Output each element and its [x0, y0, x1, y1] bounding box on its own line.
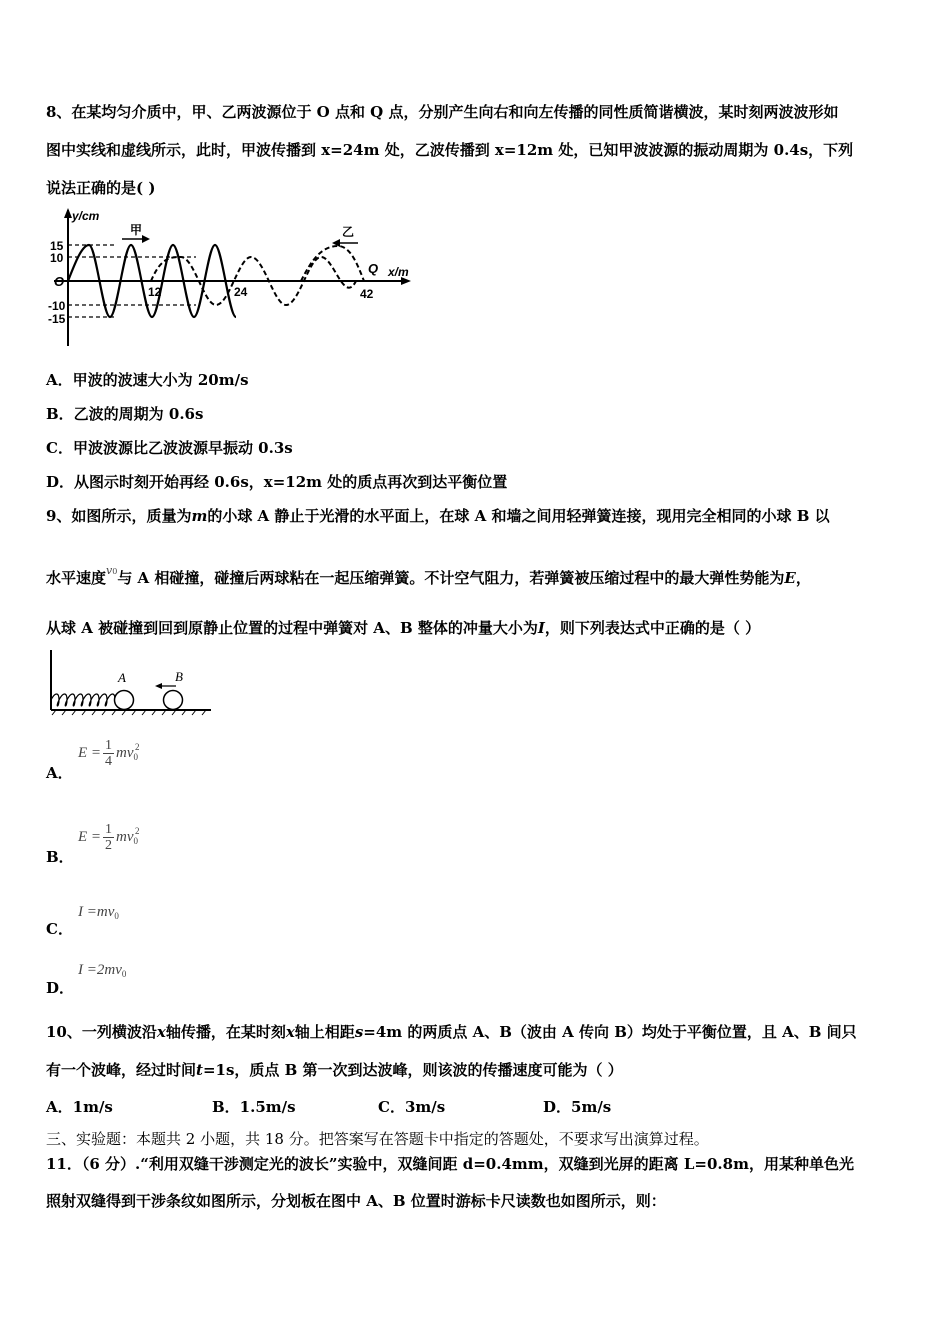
- label-ball-a: A: [118, 670, 126, 685]
- ball-a: [115, 691, 134, 710]
- q9-option-b-label: B．: [46, 848, 74, 866]
- q11-text-line2: 照射双缝得到干涉条纹如图所示，分划板在图中 A、B 位置时游标卡尺读数也如图所示，则：: [46, 1192, 666, 1210]
- spring-ball-figure: [46, 648, 214, 718]
- q9-option-d-label: D．: [46, 979, 75, 997]
- y-tick-neg15: -15: [48, 312, 66, 326]
- y-tick-neg10: -10: [48, 299, 66, 313]
- wave-yi-front: [301, 246, 364, 281]
- y-tick-10: 10: [50, 251, 64, 265]
- velocity-arrow-head: [155, 683, 162, 689]
- y-tick-15: 15: [50, 239, 64, 253]
- q9-text-line2: [46, 564, 811, 591]
- q9-line3-a: 从球 A 被碰撞到回到原静止位置的过程中弹簧对 A、B 整体的冲量大小为: [46, 619, 538, 637]
- q8-text-line2: 图中实线和虚线所示，此时，甲波传播到 x=24m 处，乙波传播到 x=12m 处，已知甲波波源的振动周期为 0.4s，下列: [46, 141, 854, 159]
- q9-impulse-var: I: [537, 619, 545, 637]
- label-yi: 乙: [342, 225, 355, 239]
- q10-x-var-2: x: [285, 1023, 295, 1041]
- q9-option-a-formula: E = $\frac{1}{4}$ $mv_0^2$: [78, 738, 140, 769]
- q9-line1-a: 9、如图所示，质量为: [46, 507, 192, 525]
- ball-b: [164, 691, 183, 710]
- y-axis-label: y/cm: [72, 209, 100, 223]
- q9-line1-b: 的小球 A 静止于光滑的水平面上，在球 A 和墙之间用轻弹簧连接，现用完全相同的小球 B 以: [207, 507, 830, 525]
- label-ball-b: B: [175, 669, 183, 684]
- section-3-heading: 三、实验题：本题共 2 小题，共 18 分。把答案写在答题卡中指定的答题处，不要求写出演算过程。: [46, 1130, 709, 1148]
- q10-choice-d: D．5m/s: [543, 1098, 612, 1116]
- q8-option-a: A．甲波的波速大小为 20m/s: [46, 371, 249, 389]
- q10-text-line2: 有一个波峰，经过时间t=1s，质点 B 第一次到达波峰，则该波的传播速度可能为（ ）: [46, 1061, 623, 1079]
- label-jia: 甲: [130, 223, 143, 237]
- q11-text-line1: 11．（6 分）.“利用双缝干涉测定光的波长”实验中，双缝间距 d=0.4mm，双缝到光屏的距离 L=0.8m，用某种单色光: [46, 1155, 854, 1173]
- label-q: Q: [368, 261, 379, 276]
- y-axis-arrow: [64, 208, 72, 218]
- q9-mass-var: m: [191, 507, 208, 525]
- q10-choice-a: A．1m/s: [46, 1098, 113, 1116]
- q9-option-c-label: C．: [46, 920, 73, 938]
- x-tick-24: 24: [234, 285, 248, 299]
- q9-line2-a: 水平速度: [46, 569, 107, 587]
- q9-v0-symbol: v0: [106, 564, 118, 577]
- q9-option-c-formula: $I =mv_0$: [78, 904, 119, 921]
- q10-choice-c: C．3m/s: [378, 1098, 446, 1116]
- wave-graph: [46, 206, 416, 351]
- q10-text-line1: 10、一列横波沿x轴传播，在某时刻x轴上相距s=4m 的两质点 A、B（波由 A 传向 B）均处于平衡位置，且 A、B 间只: [46, 1023, 857, 1041]
- q8-option-d: D．从图示时刻开始再经 0.6s，x=12m 处的质点再次到达平衡位置: [46, 473, 508, 491]
- q8-option-b: B．乙波的周期为 0.6s: [46, 405, 204, 423]
- q9-line2-b: 与 A 相碰撞，碰撞后两球粘在一起压缩弹簧。不计空气阻力，若弹簧被压缩过程中的最大弹性势能为: [117, 569, 785, 587]
- q9-energy-var: E: [784, 569, 796, 587]
- q9-text-line3: [46, 618, 760, 638]
- q8-text-line3: 说法正确的是( ): [46, 179, 156, 197]
- q10-choice-b: B．1.5m/s: [212, 1098, 296, 1116]
- q9-line2-comma: ，: [795, 569, 811, 587]
- q9-option-b-formula: E = $\frac{1}{2}$ $mv_0^2$: [78, 822, 140, 853]
- origin-label: O: [54, 274, 65, 289]
- q9-text-line1: [46, 506, 830, 526]
- x-axis-label: x/m: [388, 265, 409, 279]
- arrow-jia-head: [142, 235, 150, 243]
- x-tick-42: 42: [360, 287, 374, 301]
- q10-x-var: x: [156, 1023, 166, 1041]
- q9-line3-b: ，则下列表达式中正确的是（ ）: [544, 619, 761, 637]
- spring: [51, 694, 115, 706]
- q8-text-line1: 8、在某均匀介质中，甲、乙两波源位于 O 点和 Q 点，分别产生向右和向左传播的同性质简谐横波，某时刻两波波形如: [46, 103, 839, 121]
- x-tick-12: 12: [148, 285, 162, 299]
- q10-t-var: t: [196, 1061, 203, 1079]
- q10-s-var: s: [354, 1023, 364, 1041]
- q8-option-c: C．甲波波源比乙波波源早振动 0.3s: [46, 439, 293, 457]
- q9-option-a-label: A．: [46, 764, 73, 782]
- q9-option-d-formula: $I =2mv_0$: [78, 962, 127, 979]
